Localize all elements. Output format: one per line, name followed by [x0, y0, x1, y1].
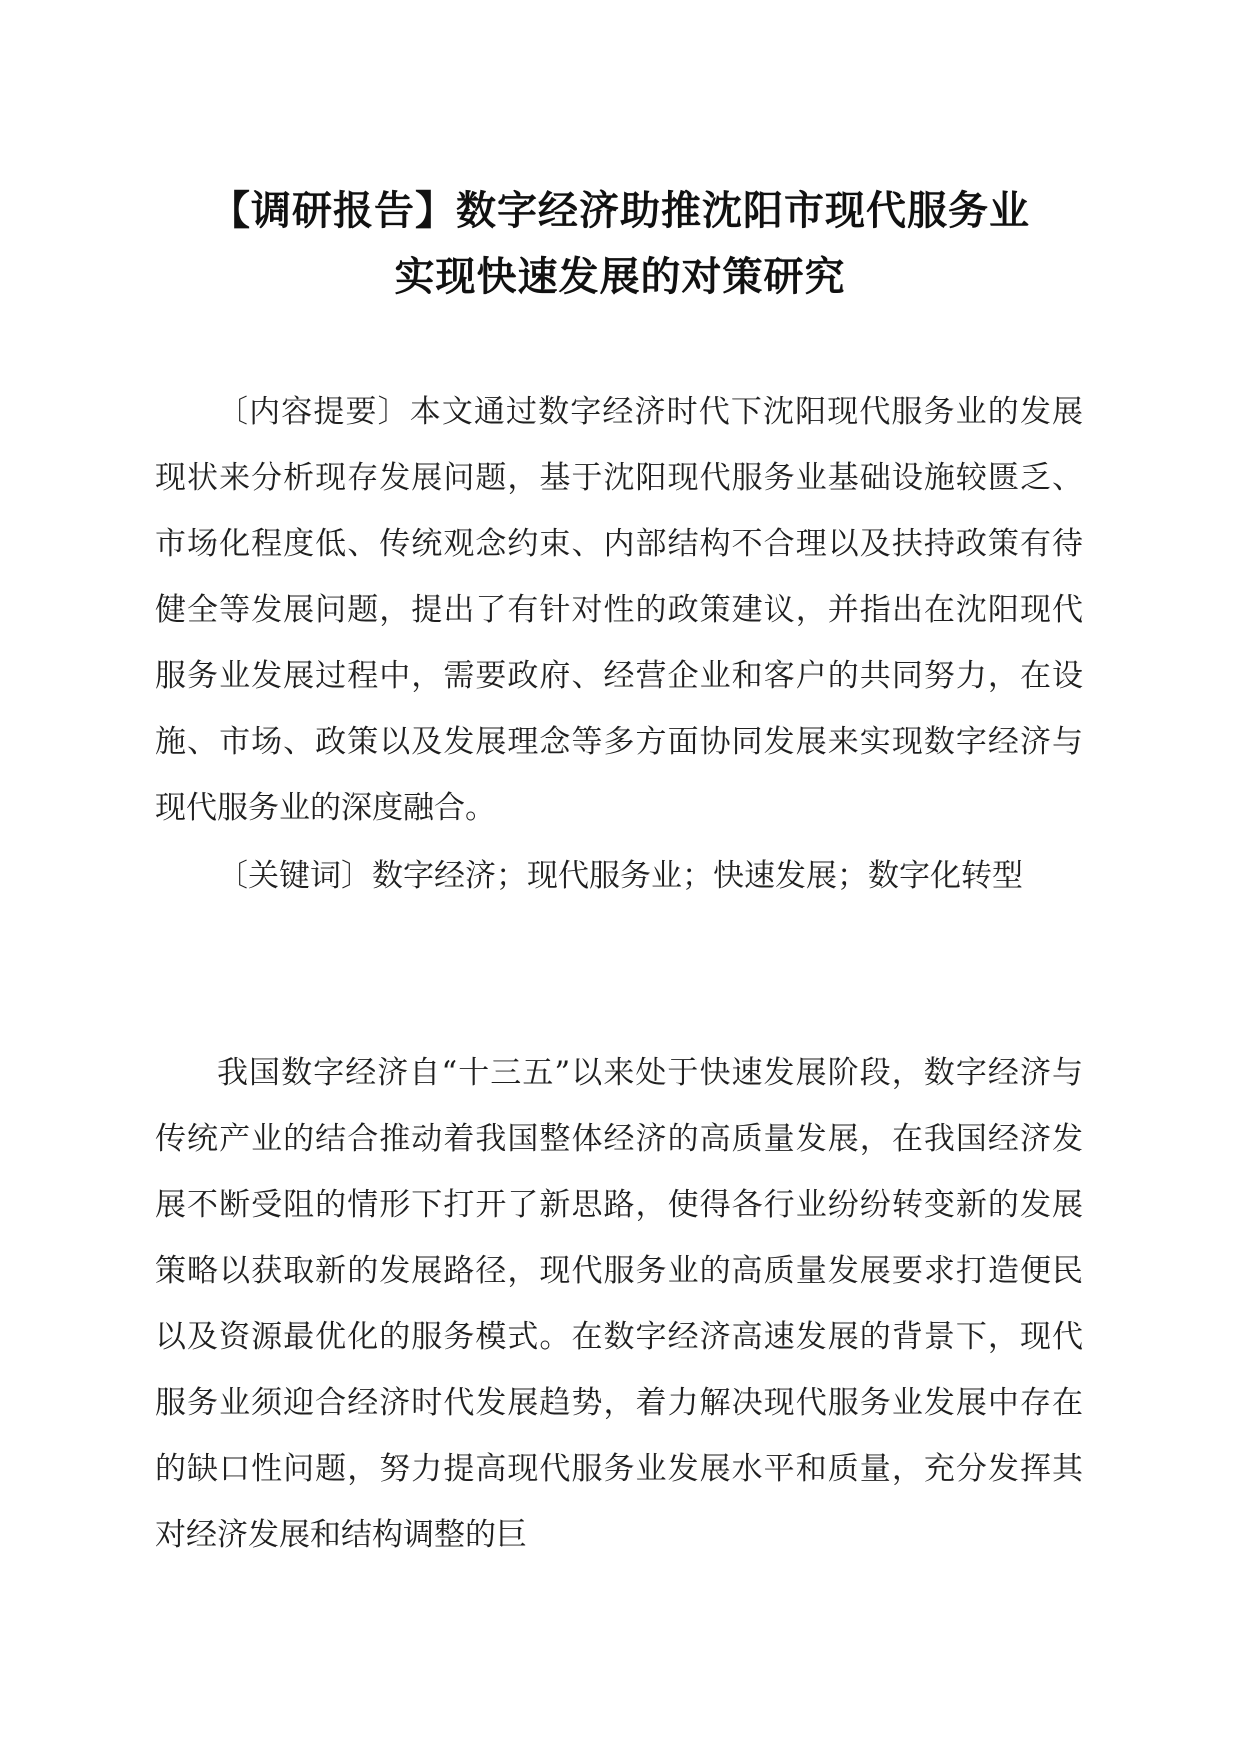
abstract-text: 本文通过数字经济时代下沈阳现代服务业的发展现状来分析现存发展问题，基于沈阳现代服务业基础设施较匮乏、市场化程度低、传统观念约束、内部结构不合理以及扶持政策有待健全等发展问题，提出了有针对性的政策建议，并指出在沈阳现代服务业发展过程中，需要政府、经营企业和客户的共同努力，在设施、市场、政策以及发展理念等多方面协同发展来实现数字经济与现代服务业的深度融合。 — [155, 394, 1084, 826]
title-line-2: 实现快速发展的对策研究 — [394, 254, 846, 300]
keywords-text: 数字经济；现代服务业；快速发展；数字化转型 — [372, 858, 1023, 894]
keywords-label: 〔关键词〕 — [217, 858, 372, 894]
title-line-1: 【调研报告】数字经济助推沈阳市现代服务业 — [210, 188, 1030, 234]
document-title — [150, 178, 1090, 310]
keywords-paragraph — [155, 843, 1083, 909]
intro-paragraph: 我国数字经济自“十三五”以来处于快速发展阶段，数字经济与传统产业的结合推动着我国整体经济的高质量发展，在我国经济发展不断受阻的情形下打开了新思路，使得各行业纷纷转变新的发展策略以获取新的发展路径，现代服务业的高质量发展要求打造便民以及资源最优化的服务模式。在数字经济高速发展的背景下，现代服务业须迎合经济时代发展趋势，着力解决现代服务业发展中存在的缺口性问题，努力提高现代服务业发展水平和质量，充分发挥其对经济发展和结构调整的巨 — [155, 1055, 1083, 1553]
abstract-paragraph — [155, 379, 1083, 841]
abstract-label: 〔内容提要〕 — [217, 394, 410, 430]
